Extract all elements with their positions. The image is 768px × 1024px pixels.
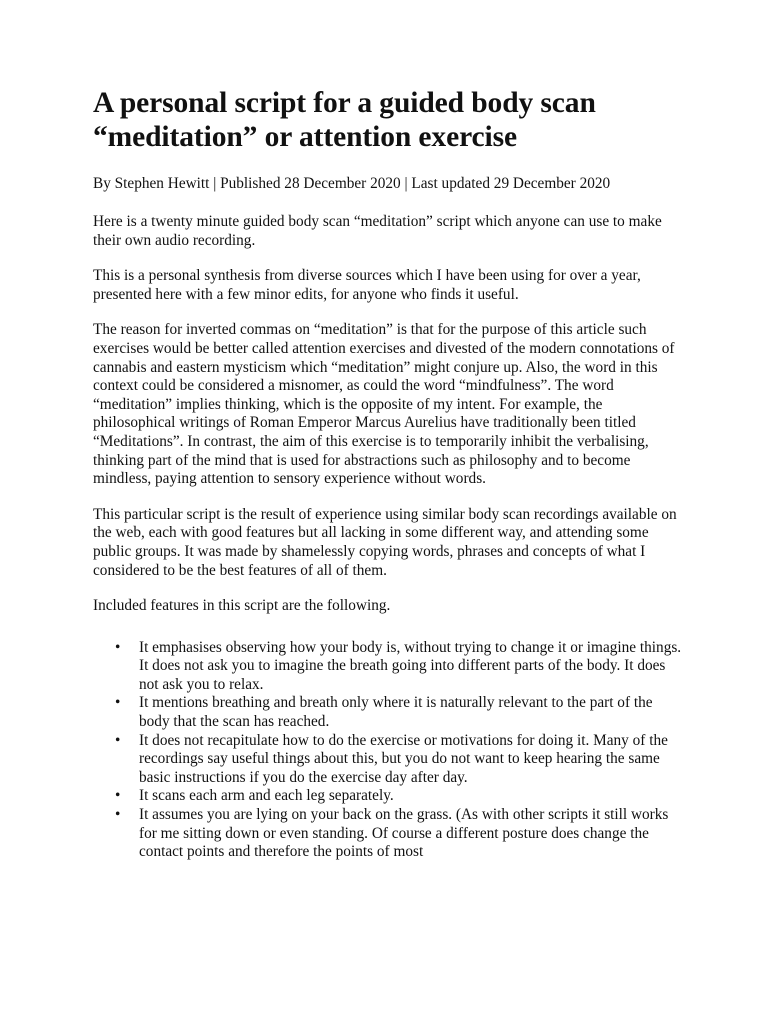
paragraph-synthesis: This is a personal synthesis from diverse sources which I have been using for over a year, presented here with a few minor edits, for anyone who finds it useful. — [93, 267, 641, 303]
article — [93, 86, 683, 862]
bullet-icon: • — [115, 787, 121, 805]
list-item-text: It mentions breathing and breath only where it is naturally relevant to the part of the body that the scan has reached. — [139, 694, 653, 731]
bullet-icon: • — [115, 638, 121, 656]
bullet-icon: • — [115, 694, 121, 712]
list-item — [93, 639, 683, 695]
paragraph-intro: Here is a twenty minute guided body scan “meditation” script which anyone can use to make their own audio recording. — [93, 213, 662, 249]
list-item — [93, 806, 683, 862]
features-list — [93, 639, 683, 862]
paragraph-features-intro: Included features in this script are the following. — [93, 597, 391, 615]
list-item-text: It does not recapitulate how to do the exercise or motivations for doing it. Many of the recordings say useful things about this, but you do not want to keep hearing the same basic instructions if you do the exercise day after day. — [139, 731, 668, 786]
list-item — [93, 694, 683, 731]
paragraph-origin: This particular script is the result of experience using similar body scan recordings available on the web, each with good features but all lacking in some different way, and attending some public groups. It was made by shamelessly copying words, phrases and concepts of what I considered to be the best features of all of them. — [93, 505, 677, 579]
list-item-text: It scans each arm and each leg separately. — [139, 787, 394, 805]
article-byline: By Stephen Hewitt | Published 28 December 2020 | Last updated 29 December 2020 — [93, 175, 611, 192]
list-item — [93, 732, 683, 788]
list-item-text: It emphasises observing how your body is, without trying to change it or imagine things. It does not ask you to imagine the breath going into different parts of the body. It does not ask you to relax. — [139, 638, 682, 693]
list-item-text: It assumes you are lying on your back on the grass. (As with other scripts it still works for me sitting down or even standing. Of course a different posture does change the contact points and therefore the points of most — [139, 806, 669, 861]
bullet-icon: • — [115, 731, 121, 749]
bullet-icon: • — [115, 806, 121, 824]
paragraph-inverted-commas: The reason for inverted commas on “meditation” is that for the purpose of this article such exercises would be better called attention exercises and divested of the modern connotations of cannabis and eastern mysticism which “meditation” might conjure up. Also, the word in this context could be considered a misnomer, as could the word “mindfulness”. The word “meditation” implies thinking, which is the opposite of my intent. For example, the philosophical writings of Roman Emperor Marcus Aurelius have traditionally been titled “Meditations”. In contrast, the aim of this exercise is to temporarily inhibit the verbalising, thinking part of the mind that is used for abstractions such as philosophy and to become mindless, paying attention to sensory experience without words. — [93, 321, 675, 488]
list-item — [93, 787, 683, 806]
article-title: A personal script for a guided body scan “meditation” or attention exercise — [93, 87, 596, 153]
